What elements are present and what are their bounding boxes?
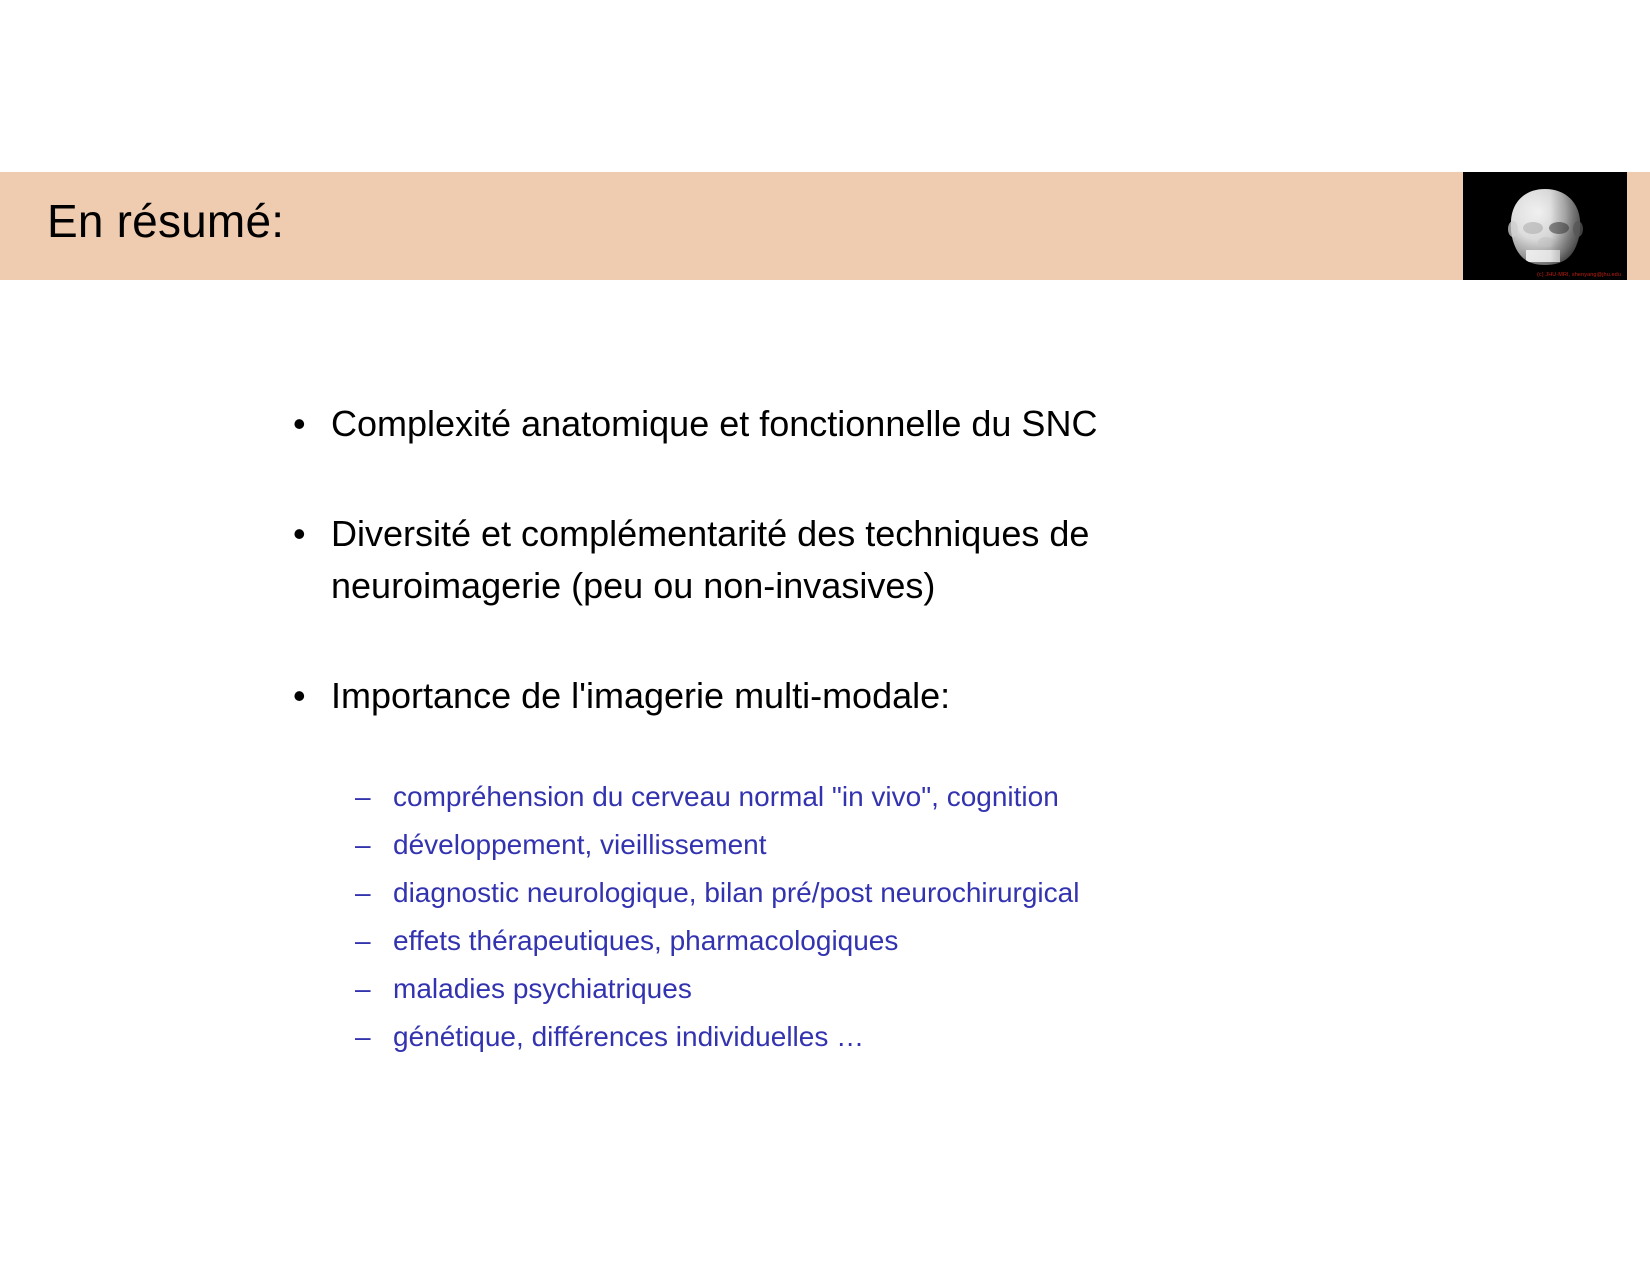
- bullet-text: Importance de l'imagerie multi-modale:: [331, 675, 951, 716]
- dash-marker-icon: –: [355, 973, 371, 1004]
- sub-bullet-item: [0, 876, 1650, 910]
- dash-marker-icon: –: [355, 925, 371, 956]
- sub-bullet-text: développement, vieillissement: [393, 829, 767, 860]
- bullet-marker-icon: •: [293, 675, 306, 716]
- brain-mri-head-render-icon: [1463, 172, 1627, 280]
- sub-bullet-item: [0, 972, 1650, 1006]
- bullet-text: Complexité anatomique et fonctionnelle du SNC: [331, 403, 1098, 444]
- dash-marker-icon: –: [355, 781, 371, 812]
- bullet-text: Diversité et complémentarité des techniques de neuroimagerie (peu ou non-invasives): [331, 513, 1090, 606]
- bullet-item: [0, 508, 1650, 612]
- sub-bullet-text: effets thérapeutiques, pharmacologiques: [393, 925, 899, 956]
- dash-marker-icon: –: [355, 829, 371, 860]
- sub-bullet-text: diagnostic neurologique, bilan pré/post neurochirurgical: [393, 877, 1080, 908]
- page-title: En résumé:: [47, 195, 285, 247]
- sub-bullet-item: [0, 924, 1650, 958]
- image-credit-text: (c) JHU-MRI, shenyang@jhu.edu: [1537, 272, 1621, 278]
- slide-body: [0, 398, 1650, 1054]
- sub-bullet-item: [0, 828, 1650, 862]
- bullet-marker-icon: •: [293, 403, 306, 444]
- sub-bullet-text: génétique, différences individuelles …: [393, 1021, 865, 1052]
- sub-bullet-item: [0, 780, 1650, 814]
- dash-marker-icon: –: [355, 1021, 371, 1052]
- bullet-item: [0, 670, 1650, 722]
- sub-bullet-text: compréhension du cerveau normal "in vivo", cognition: [393, 781, 1059, 812]
- dash-marker-icon: –: [355, 877, 371, 908]
- sub-bullet-text: maladies psychiatriques: [393, 973, 692, 1004]
- sub-bullet-list: [0, 780, 1650, 1054]
- bullet-item: [0, 398, 1650, 450]
- header-image: [1463, 172, 1627, 280]
- sub-bullet-item: [0, 1020, 1650, 1054]
- bullet-marker-icon: •: [293, 513, 306, 554]
